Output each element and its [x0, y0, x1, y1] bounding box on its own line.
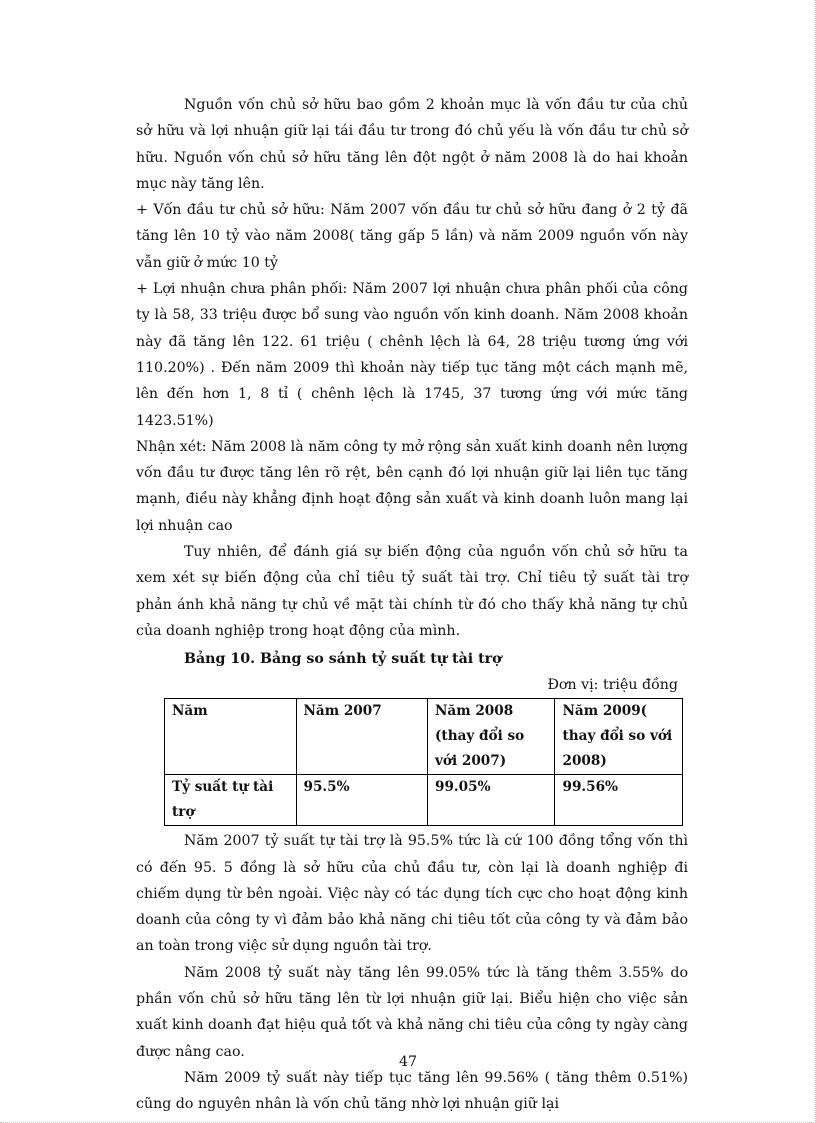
table-caption: Bảng 10. Bảng so sánh tỷ suất tự tài trợ — [184, 651, 502, 668]
value-2008: 99.05% — [428, 775, 555, 826]
paragraph-owner-capital: + Vốn đầu tư chủ sở hữu: Năm 2007 vốn đầu tư chủ sở hữu đang ở 2 tỷ đã tăng lên 10 tỷ vào năm 2008( tăng gấp 5 lần) và năm 2009 nguồn vốn này vẫn giữ ở mức 10 tỷ — [136, 202, 688, 271]
header-2008: Năm 2008 (thay đổi so với 2007) — [428, 699, 555, 775]
paragraph-remark: Nhận xét: Năm 2008 là năm công ty mở rộng sản xuất kinh doanh nên lượng vốn đầu tư được tăng lên rõ rệt, bên cạnh đó lợi nhuận giữ lại liên tục tăng mạnh, điều này khẳng định hoạt động sản xuất và kinh doanh luôn mang lại lợi nhuận cao — [136, 438, 688, 534]
value-2007: 95.5% — [296, 775, 428, 826]
header-2007: Năm 2007 — [296, 699, 428, 775]
row-label: Tỷ suất tự tài trợ — [165, 775, 297, 826]
table-row — [165, 775, 683, 826]
header-year: Năm — [165, 699, 297, 775]
value-2009: 99.56% — [555, 775, 683, 826]
paragraph-2008-analysis: Năm 2008 tỷ suất này tăng lên 99.05% tức là tăng thêm 3.55% do phần vốn chủ sở hữu tăng lên từ lợi nhuận giữ lại. Biểu hiện cho việc sản xuất kinh doanh đạt hiệu quả tốt và khả năng chi tiêu của công ty ngày càng được nâng cao. — [136, 964, 688, 1060]
paragraph-2009-analysis: Năm 2009 tỷ suất này tiếp tục tăng lên 99.56% ( tăng thêm 0.51%) cũng do nguyên nhân là vốn chủ tăng nhờ lợi nhuận giữ lại — [136, 1069, 688, 1113]
paragraph-2007-analysis: Năm 2007 tỷ suất tự tài trợ là 95.5% tức là cứ 100 đồng tổng vốn thì có đến 95. 5 đồng là sở hữu của chủ đầu tư, còn lại là doanh nghiệp đi chiếm dụng từ bên ngoài. Việc này có tác dụng tích cực cho hoạt động kinh doanh của công ty vì đảm bảo khả năng chi tiêu tốt của công ty và đảm bảo an toàn trong việc sử dụng nguồn tài trợ. — [136, 833, 688, 955]
paragraph-retained-earnings: + Lợi nhuận chưa phân phối: Năm 2007 lợi nhuận chưa phân phối của công ty là 58, 33 triệu được bổ sung vào nguồn vốn kinh doanh. Năm 2008 khoản này đã tăng lên 122. 61 triệu ( chênh lệch là 64, 28 triệu tương ứng với 110.20%) . Đến năm 2009 thì khoản này tiếp tục tăng một cách mạnh mẽ, lên đến hơn 1, 8 tỉ ( chênh lệch là 1745, 37 tương ứng với mức tăng 1423.51%) — [136, 281, 688, 429]
page-number: 47 — [398, 1054, 418, 1070]
paragraph-self-financing-intro: Tuy nhiên, để đánh giá sự biến động của nguồn vốn chủ sở hữu ta xem xét sự biến động của chỉ tiêu tỷ suất tài trợ. Chỉ tiêu tỷ suất tài trợ phản ánh khả năng tự chủ về mặt tài chính từ đó cho thấy khả năng tự chủ của doanh nghiệp trong hoạt động của mình. — [136, 544, 688, 639]
self-financing-table — [164, 698, 683, 826]
table-header-row — [165, 699, 683, 775]
header-2009: Năm 2009( thay đổi so với 2008) — [555, 699, 683, 775]
paragraph-equity-sources: Nguồn vốn chủ sở hữu bao gồm 2 khoản mục là vốn đầu tư của chủ sở hữu và lợi nhuận giữ lại tái đầu tư trong đó chủ yếu là vốn đầu tư chủ sở hữu. Nguồn vốn chủ sở hữu tăng lên đột ngột ở năm 2008 là do hai khoản mục này tăng lên. — [136, 97, 688, 192]
document-body — [136, 92, 688, 1118]
table-unit: Đơn vị: triệu đồng — [547, 677, 678, 694]
